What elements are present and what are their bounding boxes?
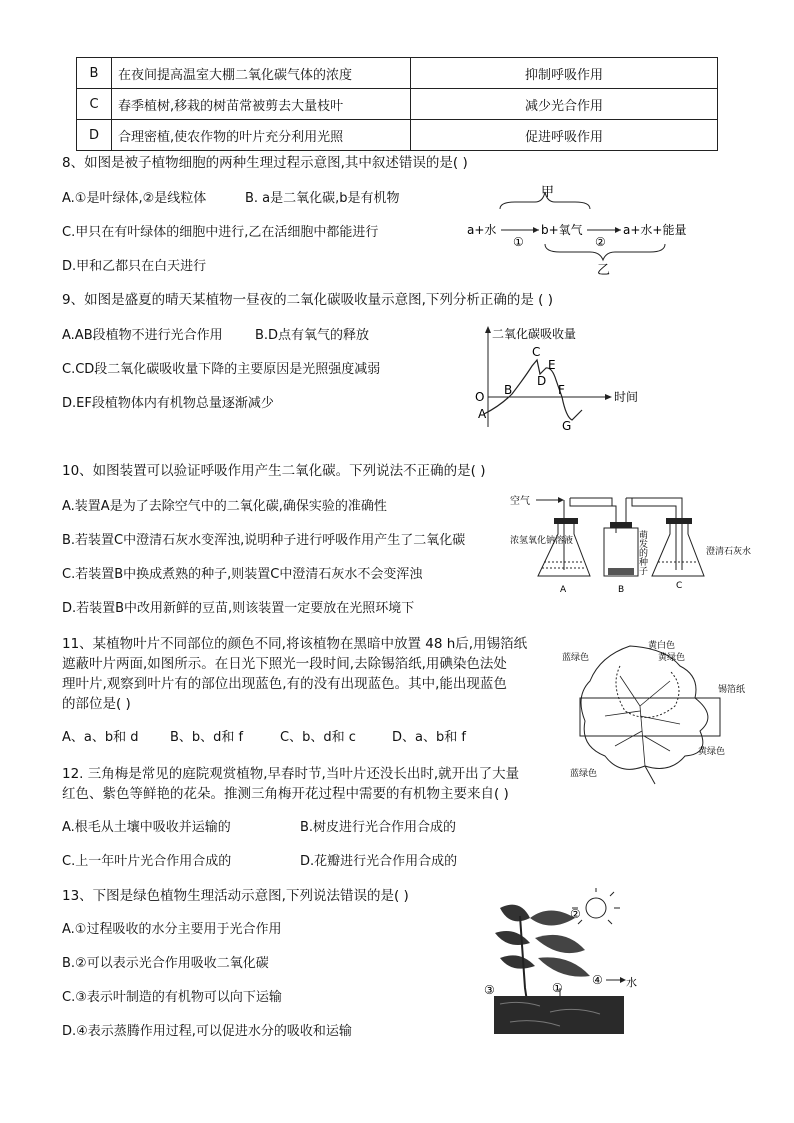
fig-label-left: a+水 [467,223,497,237]
q9-stem: 9、如图是盛夏的晴天某植物一昼夜的二氧化碳吸收量示意图,下列分析正确的是 ( ) [62,292,553,308]
y-axis-label: 二氧化碳吸收量 [492,327,577,341]
q11-option-a: A、a、b和 d [62,730,139,745]
q11-line-4: 的部位是( ) [62,696,131,712]
q13-option-a: A.①过程吸收的水分主要用于光合作用 [62,922,282,937]
fig-label-bottom: 乙 [597,263,611,278]
fig-label-right: a+水+能量 [623,223,687,237]
row-measure: 在夜间提高温室大棚二氧化碳气体的浓度 [112,58,411,89]
q9-option-d: D.EF段植物体内有机物总量逐渐减少 [62,396,274,411]
q13-plant-figure [480,888,640,1038]
q8-option-b: B. a是二氧化碳,b是有机物 [245,191,400,206]
label-yellow-green: 黄绿色 [658,653,686,663]
q10-apparatus [508,488,770,598]
q11-line-3: 理叶片,观察到叶片有的部位出现蓝色,有的没有出现蓝色。其中,能出现蓝色 [62,676,507,692]
x-axis-label: 时间 [614,390,639,404]
label-blue-green-top: 蓝绿色 [562,653,590,663]
point-g: G [562,419,572,432]
options-table [76,57,718,151]
flask-b-label: B [618,585,625,595]
table-row [77,89,718,120]
q11-option-c: C、b、d和 c [280,730,356,745]
q10-option-c: C.若装置B中换成煮熟的种子,则装置C中澄清石灰水不会变浑浊 [62,567,423,582]
q8-option-c: C.甲只在有叶绿体的细胞中进行,乙在活细胞中都能进行 [62,225,379,240]
row-purpose: 促进呼吸作用 [411,120,718,151]
q12-line-2: 红色、紫色等鲜艳的花朵。推测三角梅开花过程中需要的有机物主要来自( ) [62,786,509,802]
row-letter: C [77,89,112,120]
point-a: A [478,407,487,421]
fig-label-top: 甲 [541,185,555,200]
q10-option-a: A.装置A是为了去除空气中的二氧化碳,确保实验的准确性 [62,499,387,514]
q13-option-b: B.②可以表示光合作用吸收二氧化碳 [62,956,269,971]
q9-co2-curve [470,322,650,432]
flask-a-label: A [560,585,567,595]
point-c: C [532,345,541,359]
label-water: 水 [626,976,637,989]
q12-option-c: C.上一年叶片光合作用合成的 [62,854,232,869]
row-letter: B [77,58,112,89]
q13-option-d: D.④表示蒸腾作用过程,可以促进水分的吸收和运输 [62,1024,352,1039]
q9-option-b: B.D点有氧气的释放 [255,328,370,343]
q8-stem: 8、如图是被子植物细胞的两种生理过程示意图,其中叙述错误的是( ) [62,155,468,171]
point-e: E [548,358,556,372]
q11-option-b: B、b、d和 f [170,730,244,745]
q8-option-d: D.甲和乙都只在白天进行 [62,259,207,274]
q11-line-1: 11、某植物叶片不同部位的颜色不同,将该植物在黑暗中放置 48 h后,用锡箔纸 [62,636,528,652]
label-blue-green-bottom: 蓝绿色 [570,769,598,779]
table-row [77,120,718,151]
seed-label: 萌发的种子 [637,530,647,575]
q10-stem: 10、如图装置可以验证呼吸作用产生二氧化碳。下列说法不正确的是( ) [62,463,486,479]
label-2: ② [570,907,581,921]
point-b: B [504,383,513,397]
q13-option-c: C.③表示叶制造的有机物可以向下运输 [62,990,282,1005]
label-3: ③ [484,983,495,997]
q10-option-d: D.若装置B中改用新鲜的豆苗,则该装置一定要放在光照环境下 [62,601,415,616]
row-measure: 合理密植,使农作物的叶片充分利用光照 [112,120,411,151]
row-purpose: 抑制呼吸作用 [411,58,718,89]
q9-option-a: A.AB段植物不进行光合作用 [62,328,223,343]
fig-num-1: ① [513,235,524,249]
table-row [77,58,718,89]
label-1: ① [552,981,563,995]
fig-num-2: ② [595,235,606,249]
label-yellow-bottom: 黄绿色 [698,747,726,757]
lime-label: 澄清石灰水 [706,547,752,557]
row-purpose: 减少光合作用 [411,89,718,120]
q9-option-c: C.CD段二氧化碳吸收量下降的主要原因是光照强度减弱 [62,362,381,377]
q8-option-a: A.①是叶绿体,②是线粒体 [62,191,207,206]
q11-option-d: D、a、b和 f [392,730,466,745]
label-4: ④ [592,973,603,987]
naoh-label: 浓氢氧化钠溶液 [510,536,574,546]
q12-line-1: 12. 三角梅是常见的庭院观赏植物,早春时节,当叶片还没长出时,就开出了大量 [62,766,520,782]
row-letter: D [77,120,112,151]
point-d: D [537,374,547,388]
point-o: O [475,390,485,404]
q12-option-b: B.树皮进行光合作用合成的 [300,820,457,835]
label-foil: 锡箔纸 [718,685,746,695]
q8-process-diagram [465,182,695,278]
fig-label-mid: b+氧气 [541,223,583,237]
q13-stem: 13、下图是绿色植物生理活动示意图,下列说法错误的是( ) [62,888,409,904]
row-measure: 春季植树,移栽的树苗常被剪去大量枝叶 [112,89,411,120]
flask-c-label: C [676,581,683,591]
air-label: 空气 [510,496,530,507]
q11-leaf-figure [560,636,760,786]
q11-line-2: 遮蔽叶片两面,如图所示。在日光下照光一段时间,去除锡箔纸,用碘染色法处 [62,656,507,672]
q12-option-a: A.根毛从土壤中吸收并运输的 [62,820,231,835]
q12-option-d: D.花瓣进行光合作用合成的 [300,854,458,869]
q10-option-b: B.若装置C中澄清石灰水变浑浊,说明种子进行呼吸作用产生了二氧化碳 [62,533,466,548]
point-f: F [558,383,565,397]
label-yellow-white: 黄白色 [648,641,676,651]
